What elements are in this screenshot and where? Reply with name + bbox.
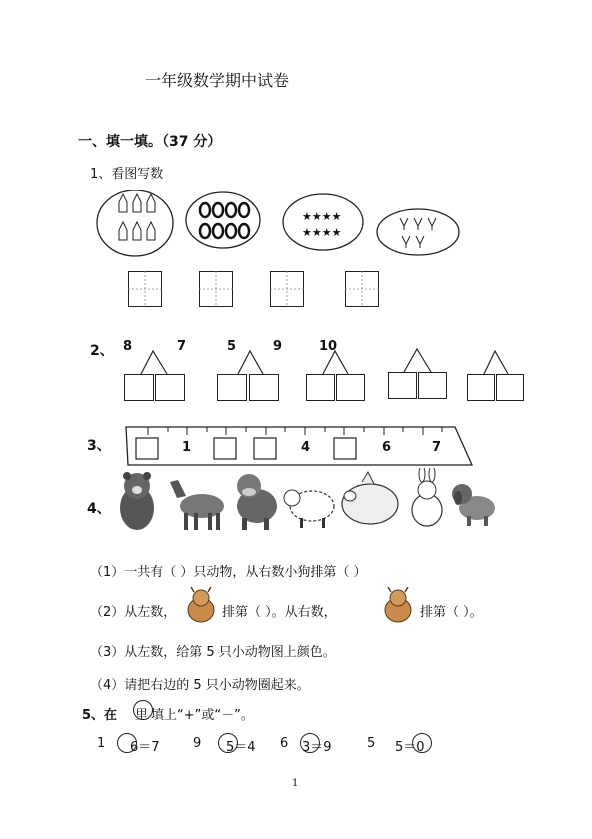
svg-text:★★★★: ★★★★ <box>302 210 342 223</box>
eq2-a: 9 <box>193 736 202 751</box>
horse-icon <box>170 480 224 530</box>
svg-text:★★★★: ★★★★ <box>302 226 342 239</box>
split-box-3a[interactable] <box>306 374 335 401</box>
split-top-left-3: 10 <box>319 339 338 354</box>
eq1-b: 6＝7 <box>130 740 160 755</box>
split-top-left-2: 5 <box>227 339 237 354</box>
ruler-tick-1: 1 <box>182 440 192 455</box>
cow-icon <box>237 474 277 530</box>
animal-row <box>112 468 502 536</box>
rabbit-icon <box>412 468 442 526</box>
question-3-label: 3、 <box>87 438 111 454</box>
circle-char: 里 <box>135 708 149 723</box>
page-title: 一年级数学期中试卷 <box>145 71 290 90</box>
ruler-tick-6: 6 <box>382 440 392 455</box>
split-top-right-1: 7 <box>177 339 187 354</box>
ruler-tick-7: 7 <box>432 440 442 455</box>
ruler-tick-4: 4 <box>301 440 311 455</box>
dog-icon <box>452 484 495 526</box>
question-4-sub-1: （1）一共有（ ）只动物，从右数小狗排第（ ） <box>90 565 367 580</box>
split-box-1a[interactable] <box>124 374 154 401</box>
split-box-2a[interactable] <box>217 374 247 401</box>
eq4-a: 5 <box>367 736 376 751</box>
pig-icon <box>342 472 398 524</box>
bear-icon <box>120 472 154 530</box>
sheep-icon <box>284 490 334 528</box>
question-4-sub-2a: （2）从左数， <box>90 605 177 620</box>
split-box-5a[interactable] <box>467 374 495 401</box>
question-4-sub-2c: 排第（ ）。 <box>420 605 483 620</box>
section-heading: 一、填一填。（37 分） <box>78 134 222 150</box>
eq2-b: 5＝4 <box>226 740 256 755</box>
split-lines <box>0 0 592 400</box>
ox-icon-right <box>380 587 416 625</box>
split-box-4a[interactable] <box>388 372 417 399</box>
question-4-label: 4、 <box>87 501 111 517</box>
split-box-3b[interactable] <box>336 374 365 401</box>
split-box-4b[interactable] <box>418 372 447 399</box>
question-5-label: 5、在 <box>82 708 118 723</box>
split-box-1b[interactable] <box>155 374 185 401</box>
split-box-2b[interactable] <box>249 374 279 401</box>
question-5-text: 填上“+”或“－”。 <box>151 708 254 723</box>
ruler-blank-boxes <box>136 438 356 459</box>
eq1-a: 1 <box>97 736 106 751</box>
question-2-label: 2、 <box>90 343 114 359</box>
eq4-b: 5＝0 <box>395 740 425 755</box>
question-4-sub-4: （4）请把右边的 5 只小动物圈起来。 <box>90 678 310 693</box>
split-top-left-1: 8 <box>123 339 133 354</box>
split-top-right-2: 9 <box>273 339 283 354</box>
eq3-a: 6 <box>280 736 289 751</box>
page-number: 1 <box>292 778 299 789</box>
eq3-b: 3＝9 <box>302 740 332 755</box>
split-box-5b[interactable] <box>496 374 524 401</box>
question-1-label: 1、看图写数 <box>90 167 164 182</box>
ox-icon-left <box>183 587 219 625</box>
question-4-sub-2b: 排第（ ）。从右数， <box>222 605 337 620</box>
question-4-sub-3: （3）从左数，给第 5 只小动物图上颜色。 <box>90 645 336 660</box>
ruler <box>120 425 475 470</box>
